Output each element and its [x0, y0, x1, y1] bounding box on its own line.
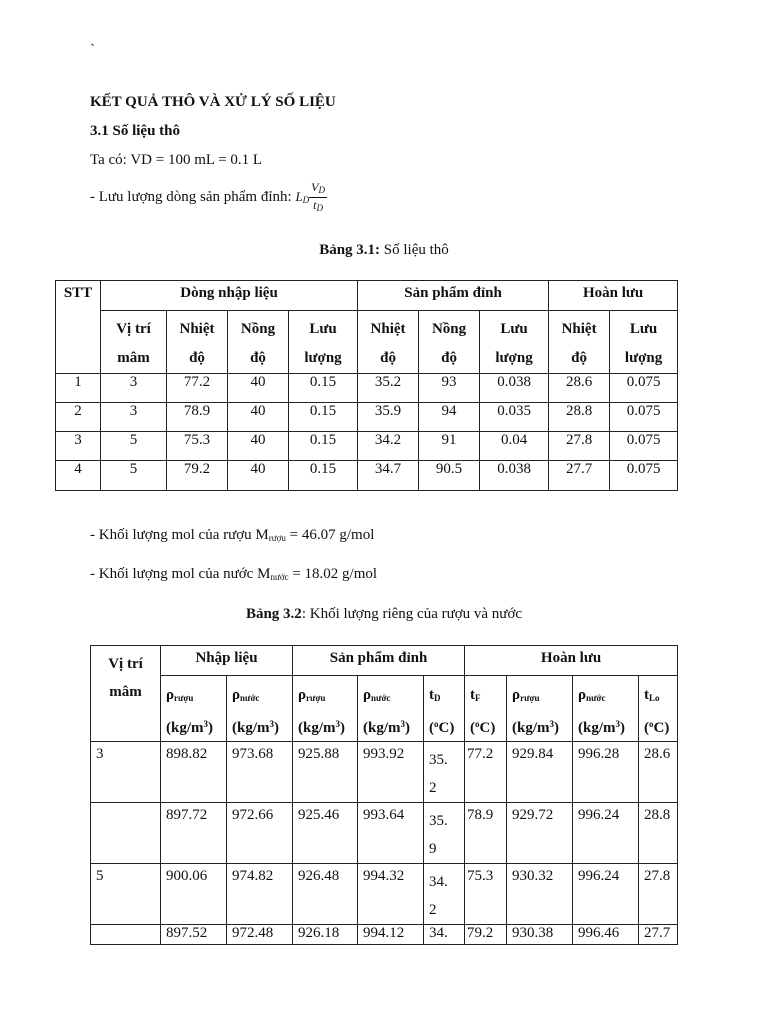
table-cell [91, 803, 161, 864]
table-cell: 0.038 [480, 374, 549, 403]
table-row [56, 403, 678, 432]
table-cell: 0.075 [610, 403, 678, 432]
table-cell: 0.075 [610, 374, 678, 403]
table-cell: 996.28 [573, 742, 639, 803]
formula-lhs: $L_D$ [295, 188, 310, 205]
alcohol-molar-mass-line: - Khối lượng mol của rượu $M_{rượu} = 46.07$ g/mol [90, 527, 375, 543]
table-cell: 897.52 [161, 925, 227, 945]
table-cell: 3 [56, 432, 101, 461]
table-cell: 28.8 [639, 803, 678, 864]
header-stt: STT [56, 281, 101, 374]
header-top-alcohol-density: $\rho_{rượu}$ $(kg/m^3)$ [293, 676, 358, 742]
table-cell: 5 [91, 864, 161, 925]
header-top-product: Sản phẩm đỉnh [293, 646, 465, 676]
table-cell: 1 [56, 374, 101, 403]
table-cell: 28.6 [549, 374, 610, 403]
table-cell: 3 [91, 742, 161, 803]
table-cell: 993.64 [358, 803, 424, 864]
header-top-temperature: $t_D$ ($^o$C) [424, 676, 465, 742]
table-cell: 0.15 [289, 403, 358, 432]
header-top-water-density: $\rho_{nước}$ $(kg/m^3)$ [358, 676, 424, 742]
header-tray-position: Vị trí mâm [91, 646, 161, 742]
table-cell: 91 [419, 432, 480, 461]
table-row [91, 742, 678, 803]
header-top-flow: Lưu lượng [480, 311, 549, 374]
table-cell: 40 [228, 374, 289, 403]
table-cell: 79.2 [167, 461, 228, 491]
table-cell: 973.68 [227, 742, 293, 803]
table-cell: 994.12 [358, 925, 424, 945]
header-reflux: Hoàn lưu [465, 646, 678, 676]
table-cell: 900.06 [161, 864, 227, 925]
table-cell: 78.9 [465, 803, 507, 864]
table-cell: 0.075 [610, 432, 678, 461]
table-cell: 897.72 [161, 803, 227, 864]
table-cell: 3 [101, 403, 167, 432]
header-reflux-alcohol-density: $\rho_{rượu}$ $(kg/m^3)$ [507, 676, 573, 742]
table-cell: 972.48 [227, 925, 293, 945]
table-cell: 3 [101, 374, 167, 403]
table-cell: 996.24 [573, 864, 639, 925]
header-top-temperature: Nhiệt độ [358, 311, 419, 374]
table-cell: 2 [56, 403, 101, 432]
table-cell: 40 [228, 461, 289, 491]
table-cell: 27.8 [639, 864, 678, 925]
table-cell: 0.035 [480, 403, 549, 432]
table-cell: 27.8 [549, 432, 610, 461]
table1-caption: Bảng 3.1: Số liệu thô [319, 242, 449, 258]
table-cell: 27.7 [639, 925, 678, 945]
table-cell: 925.46 [293, 803, 358, 864]
table-cell: 0.04 [480, 432, 549, 461]
section-title: 3.1 Số liệu thô [90, 123, 181, 139]
table-cell: 78.9 [167, 403, 228, 432]
table-cell: 996.46 [573, 925, 639, 945]
table-row [56, 461, 678, 491]
table-cell: 93 [419, 374, 480, 403]
table-cell: 94 [419, 403, 480, 432]
table-cell: 34. 2 [424, 864, 465, 925]
intro-line: Ta có: VD = 100 mL = 0.1 L [90, 152, 263, 168]
table-row [91, 925, 678, 945]
header-reflux-temperature: $t_{Lo}$ ($^o$C) [639, 676, 678, 742]
table-cell: 5 [101, 432, 167, 461]
table-cell: 929.72 [507, 803, 573, 864]
table-cell: 77.2 [167, 374, 228, 403]
header-top-product: Sản phẩm đỉnh [358, 281, 549, 311]
table-cell: 974.82 [227, 864, 293, 925]
table-cell: 4 [56, 461, 101, 491]
table-cell: 40 [228, 403, 289, 432]
table-cell: 926.48 [293, 864, 358, 925]
header-feed-concentration: Nồng độ [228, 311, 289, 374]
header-reflux-temperature: Nhiệt độ [549, 311, 610, 374]
flow-formula-line [90, 180, 327, 215]
table-cell: 34. [424, 925, 465, 945]
table-cell: 34.2 [358, 432, 419, 461]
flow-formula-text: - Lưu lượng dòng sản phẩm đỉnh: [90, 188, 292, 205]
table-cell: 0.15 [289, 432, 358, 461]
header-feed-water-density: $\rho_{nước}$ $(kg/m^3)$ [227, 676, 293, 742]
header-feed-temperature: $t_F$ ($^o$C) [465, 676, 507, 742]
page-heading: KẾT QUẢ THÔ VÀ XỬ LÝ SỐ LIỆU [90, 94, 336, 110]
table-row [91, 803, 678, 864]
table-cell: 0.038 [480, 461, 549, 491]
table-cell: 898.82 [161, 742, 227, 803]
header-feed-flow: Lưu lượng [289, 311, 358, 374]
table-cell: 996.24 [573, 803, 639, 864]
header-feed-alcohol-density: $\rho_{rượu}$ $(kg/m^3)$ [161, 676, 227, 742]
table-row [56, 374, 678, 403]
table-cell: 0.075 [610, 461, 678, 491]
table-cell: 35.2 [358, 374, 419, 403]
table-cell: 28.6 [639, 742, 678, 803]
header-tray-position: Vị trí mâm [101, 311, 167, 374]
header-feed: Dòng nhập liệu [101, 281, 358, 311]
table-cell: 0.15 [289, 374, 358, 403]
density-table [90, 645, 678, 945]
table-row [56, 432, 678, 461]
table-cell: 35. 2 [424, 742, 465, 803]
table-cell: 77.2 [465, 742, 507, 803]
table-cell: 0.15 [289, 461, 358, 491]
header-reflux-flow: Lưu lượng [610, 311, 678, 374]
table-cell: 930.38 [507, 925, 573, 945]
table-cell: 90.5 [419, 461, 480, 491]
table-cell: 79.2 [465, 925, 507, 945]
table-cell: 27.7 [549, 461, 610, 491]
table-cell: 930.32 [507, 864, 573, 925]
header-feed: Nhập liệu [161, 646, 293, 676]
raw-data-table [55, 280, 678, 491]
water-molar-mass-line: - Khối lượng mol của nước $M_{nước} = 18.02$ g/mol [90, 566, 378, 582]
table-cell: 993.92 [358, 742, 424, 803]
header-top-concentration: Nồng độ [419, 311, 480, 374]
table-cell: 925.88 [293, 742, 358, 803]
header-reflux: Hoàn lưu [549, 281, 678, 311]
table-cell: 972.66 [227, 803, 293, 864]
table-cell: 28.8 [549, 403, 610, 432]
table-cell: 75.3 [465, 864, 507, 925]
table2-caption: Bảng 3.2: Khối lượng riêng của rượu và nước [245, 606, 523, 622]
table-cell: 926.18 [293, 925, 358, 945]
table-cell [91, 925, 161, 945]
table-cell: 5 [101, 461, 167, 491]
table-cell: 34.7 [358, 461, 419, 491]
formula-fraction: $\frac{V_D}{t_D}$ [311, 180, 326, 213]
table-cell: 929.84 [507, 742, 573, 803]
table-row [91, 864, 678, 925]
table-cell: 994.32 [358, 864, 424, 925]
table-cell: 35. 9 [424, 803, 465, 864]
table-cell: 35.9 [358, 403, 419, 432]
stray-backtick: ` [90, 42, 95, 58]
header-feed-temperature: Nhiệt độ [167, 311, 228, 374]
table-cell: 75.3 [167, 432, 228, 461]
table-cell: 40 [228, 432, 289, 461]
header-reflux-water-density: $\rho_{nước}$ $(kg/m^3)$ [573, 676, 639, 742]
